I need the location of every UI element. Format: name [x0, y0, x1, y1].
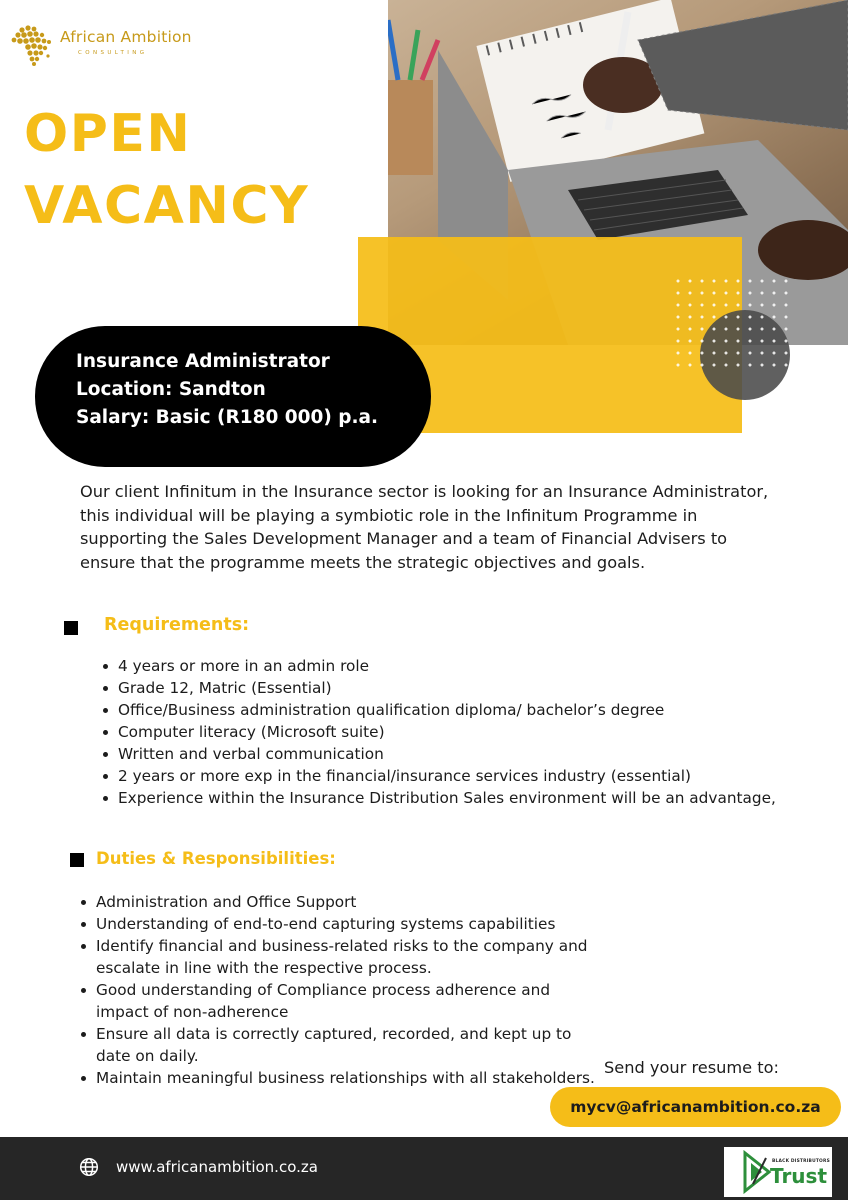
requirement-item: 2 years or more exp in the financial/insurance services industry (essential)	[100, 765, 820, 787]
intro-paragraph: Our client Infinitum in the Insurance sector is looking for an Insurance Administrator, this individual will be playing a symbiotic role in the Infinitum Programme in supporting the Sales Development Manager and a team of Financial Advisers to ensure that the programme meets the strategic objectives and goals.	[80, 482, 769, 572]
email-link[interactable]: mycv@africanambition.co.za	[550, 1087, 841, 1127]
requirement-item: Office/Business administration qualification diploma/ bachelor’s degree	[100, 699, 820, 721]
headline	[24, 98, 309, 242]
duty-item: Maintain meaningful business relationships with all stakeholders.	[78, 1067, 598, 1089]
partner-logo	[724, 1147, 832, 1197]
requirements-list	[100, 655, 820, 809]
africa-map-icon	[8, 22, 56, 70]
job-title: Insurance Administrator	[76, 351, 330, 372]
brand-name: African Ambition	[60, 28, 192, 46]
footer-bar	[0, 1137, 848, 1200]
brand-tagline: CONSULTING	[78, 50, 148, 56]
job-summary-card	[35, 326, 431, 467]
send-resume-label: Send your resume to:	[604, 1058, 779, 1077]
website-link[interactable]: www.africanambition.co.za	[116, 1158, 318, 1176]
headline-line-1: OPEN	[24, 104, 192, 164]
duties-bullet-square	[70, 853, 84, 867]
headline-line-2: VACANCY	[24, 176, 310, 236]
duty-item: Ensure all data is correctly captured, recorded, and kept up to date on daily.	[78, 1023, 598, 1067]
requirement-item: Computer literacy (Microsoft suite)	[100, 721, 820, 743]
requirement-item: Written and verbal communication	[100, 743, 820, 765]
job-location: Location: Sandton	[76, 379, 266, 400]
duty-item: Good understanding of Compliance process adherence and impact of non-adherence	[78, 979, 598, 1023]
duties-title: Duties & Responsibilities:	[96, 849, 336, 868]
requirements-title: Requirements:	[104, 615, 250, 635]
duties-list	[78, 891, 598, 1089]
job-salary: Salary: Basic (R180 000) p.a.	[76, 407, 379, 428]
trust-logo-icon	[742, 1150, 772, 1194]
duty-item: Administration and Office Support	[78, 891, 598, 913]
globe-icon	[79, 1157, 99, 1177]
partner-small-text: BLACK DISTRIBUTORS	[772, 1159, 830, 1164]
dot-pattern	[672, 275, 790, 375]
partner-big-text: Trust	[770, 1164, 828, 1188]
duty-item: Understanding of end-to-end capturing systems capabilities	[78, 913, 598, 935]
brand-logo	[8, 22, 208, 72]
requirement-item: Experience within the Insurance Distribution Sales environment will be an advantage,	[100, 787, 820, 809]
requirements-bullet-square	[64, 621, 78, 635]
duty-item: Identify financial and business-related risks to the company and escalate in line with the respective process.	[78, 935, 598, 979]
requirement-item: Grade 12, Matric (Essential)	[100, 677, 820, 699]
requirement-item: 4 years or more in an admin role	[100, 655, 820, 677]
